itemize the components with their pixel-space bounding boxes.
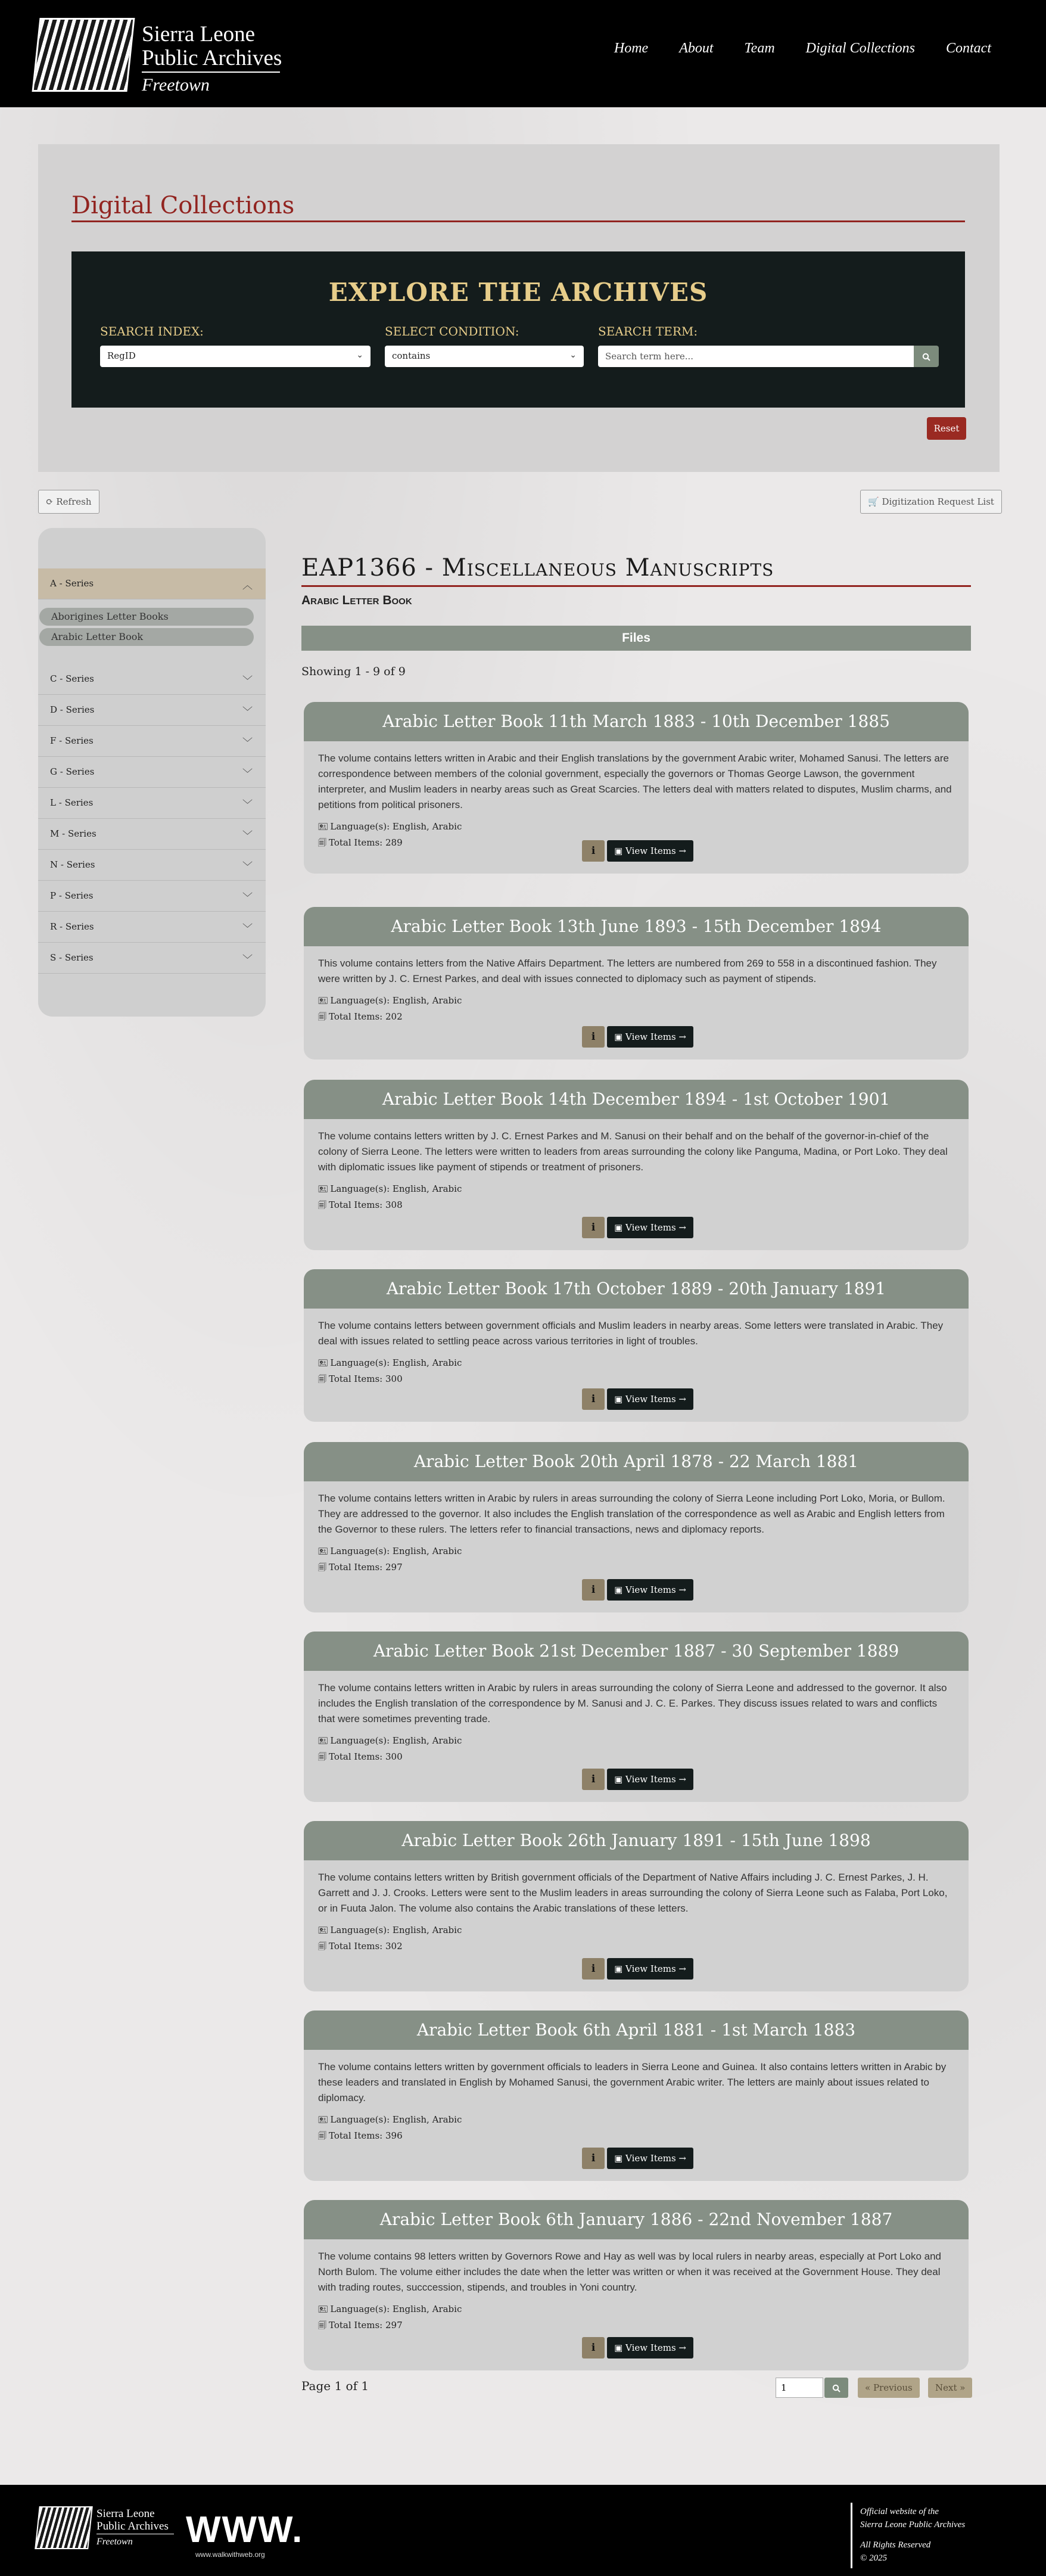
card-title: Arabic Letter Book 13th June 1893 - 15th December 1894 xyxy=(304,907,969,946)
language-icon: 🖭 xyxy=(318,1926,328,1935)
image-icon: ▣ xyxy=(614,1222,626,1233)
title-divider xyxy=(71,220,965,222)
card-actions xyxy=(582,1769,693,1790)
collection-divider xyxy=(301,585,971,587)
card-meta xyxy=(318,1733,954,1765)
language-icon: 🖭 xyxy=(318,1736,328,1746)
chevron-down-icon: ﹀ xyxy=(242,830,253,842)
items-icon: 🗐 xyxy=(318,838,326,848)
nav-about[interactable]: About xyxy=(679,41,714,56)
official-line-1: Official website of the xyxy=(860,2507,939,2516)
chevron-down-icon: ﹀ xyxy=(242,768,253,780)
nav-contact[interactable]: Contact xyxy=(946,41,991,56)
series-a[interactable] xyxy=(38,568,266,599)
items-icon: 🗐 xyxy=(318,1752,326,1762)
info-button[interactable]: i xyxy=(582,1579,605,1601)
card-total-items: Total Items: 300 xyxy=(329,1374,403,1384)
footer-logo-text[interactable] xyxy=(96,2507,180,2548)
view-items-button[interactable] xyxy=(607,1958,693,1980)
view-items-button[interactable] xyxy=(607,2337,693,2359)
page-go-button[interactable] xyxy=(824,2378,848,2398)
card-description: The volume contains 98 letters written by Governors Rowe and Hay as well was by local rulers in nearby areas, especially at Port Loko and North Bulom. The volume either includes the date when the letter was written or when it was received at the Government House. They deal with trading routes, succcession, stipends, and troubles in Yoni country. xyxy=(318,2251,942,2293)
digitization-request-button[interactable] xyxy=(860,490,1002,514)
previous-page-button[interactable]: « Previous xyxy=(858,2378,920,2398)
view-items-label: View Items xyxy=(625,1963,676,1974)
walkwithweb-logo[interactable]: WWW. xyxy=(186,2509,304,2550)
items-icon: 🗐 xyxy=(318,1563,326,1573)
image-icon: ▣ xyxy=(614,1774,626,1785)
nav-home[interactable]: Home xyxy=(614,41,649,56)
view-items-label: View Items xyxy=(625,2342,676,2353)
walkwithweb-url[interactable]: www.walkwithweb.org xyxy=(195,2550,265,2559)
card-title: Arabic Letter Book 21st December 1887 - 30 September 1889 xyxy=(304,1632,969,1671)
chevron-down-icon: ⌄ xyxy=(356,350,363,360)
files-header: Files xyxy=(301,626,971,651)
footer-credits xyxy=(860,2505,1009,2565)
series-m[interactable] xyxy=(38,819,266,850)
series-sidebar xyxy=(38,528,266,1017)
view-items-label: View Items xyxy=(625,1584,676,1595)
card-actions xyxy=(582,1579,693,1601)
series-label: N - Series xyxy=(50,859,95,870)
file-card xyxy=(304,2200,969,2370)
card-description: The volume contains letters written in Arabic by rulers in areas surrounding the colony of Sierra Leone and addressed to the governor. It also includes the English translation of the correspondence by M. Sanusi and J. C. E. Parkes. They discuss issues related to wars and conflicts that were sometimes preventing trade. xyxy=(318,1682,947,1724)
search-icon xyxy=(922,353,930,361)
logo-line-1: Sierra Leone xyxy=(142,22,256,46)
info-button[interactable]: i xyxy=(582,2337,605,2359)
card-total-items: Total Items: 202 xyxy=(329,1011,403,1022)
view-items-button[interactable] xyxy=(607,1388,693,1410)
image-icon: ▣ xyxy=(614,1963,626,1974)
card-actions xyxy=(582,840,693,862)
refresh-label: Refresh xyxy=(56,496,92,507)
explore-heading: EXPLORE THE ARCHIVES xyxy=(328,278,708,307)
chevron-down-icon: ⌄ xyxy=(569,350,577,360)
search-index-label: SEARCH INDEX: xyxy=(100,324,204,338)
site-footer xyxy=(0,2485,1046,2576)
search-term-label: SEARCH TERM: xyxy=(598,324,698,338)
view-items-button[interactable] xyxy=(607,1769,693,1790)
card-actions xyxy=(582,1388,693,1410)
view-items-label: View Items xyxy=(625,1774,676,1785)
series-d[interactable] xyxy=(38,695,266,726)
page-title: Digital Collections xyxy=(71,192,295,219)
card-meta xyxy=(318,1181,954,1213)
card-languages: Language(s): English, Arabic xyxy=(330,1925,462,1935)
card-description: The volume contains letters written by British government officials of the Department of Native Affairs including J. C. Ernest Parkes, J. H. Garrett and J. J. Crooks. Letters were sent to the Muslim leaders in areas surrounding the colony of Sierra Leone such as Falaba, Port Loko, or in Fuuta Jalon. The volume also contains the Arabic translations of these letters. xyxy=(318,1872,948,1914)
series-label: S - Series xyxy=(50,952,94,963)
arrow-right-icon: → xyxy=(675,846,686,856)
file-card xyxy=(304,1632,969,1802)
series-label: R - Series xyxy=(50,921,94,932)
card-meta xyxy=(318,1355,954,1387)
condition-select[interactable] xyxy=(385,346,584,367)
series-n[interactable] xyxy=(38,850,266,881)
image-icon: ▣ xyxy=(614,2153,626,2164)
series-label: P - Series xyxy=(50,890,94,901)
card-total-items: Total Items: 289 xyxy=(329,837,403,848)
page-indicator: Page 1 of 1 xyxy=(301,2379,369,2393)
card-actions xyxy=(582,1026,693,1048)
series-label: D - Series xyxy=(50,704,95,715)
items-icon: 🗐 xyxy=(318,2131,326,2141)
chevron-down-icon: ﹀ xyxy=(242,923,253,935)
card-description: The volume contains letters written by J. C. Ernest Parkes and M. Sanusi on their behalf and on the behalf of the governor-in-chief of the colony of Sierra Leone. The letters were written to leaders from areas surrounding the colony like Panguma, Madina, or Port Loko. They deal with diplomatic issues like payment of stipends or treatment of prisoners. xyxy=(318,1130,948,1173)
image-icon: ▣ xyxy=(614,1584,626,1595)
site-logo[interactable] xyxy=(36,18,282,95)
language-icon: 🖭 xyxy=(318,1185,328,1194)
search-button[interactable] xyxy=(914,346,939,367)
view-items-button[interactable] xyxy=(607,1217,693,1238)
file-card xyxy=(304,907,969,1059)
view-items-label: View Items xyxy=(625,1394,676,1404)
arrow-right-icon: → xyxy=(675,1963,686,1974)
card-title: Arabic Letter Book 11th March 1883 - 10th December 1885 xyxy=(304,702,969,741)
main-nav xyxy=(614,41,991,57)
file-card xyxy=(304,2011,969,2181)
card-actions xyxy=(582,1217,693,1238)
card-total-items: Total Items: 302 xyxy=(329,1941,403,1952)
search-index-select[interactable] xyxy=(100,346,371,367)
series-l[interactable] xyxy=(38,788,266,819)
file-card xyxy=(304,1269,969,1422)
card-total-items: Total Items: 308 xyxy=(329,1200,403,1210)
card-meta xyxy=(318,2112,954,2144)
sub-item-arabic-letter-book[interactable]: Arabic Letter Book xyxy=(39,628,254,646)
card-title: Arabic Letter Book 14th December 1894 - 1st October 1901 xyxy=(304,1080,969,1119)
view-items-label: View Items xyxy=(625,846,676,856)
view-items-button[interactable] xyxy=(607,2148,693,2169)
condition-label: SELECT CONDITION: xyxy=(385,324,519,338)
chevron-down-icon: ﹀ xyxy=(242,799,253,811)
logo-divider xyxy=(142,72,280,73)
image-icon: ▣ xyxy=(614,2342,626,2353)
chevron-down-icon: ﹀ xyxy=(242,706,253,718)
next-page-button[interactable]: Next » xyxy=(928,2378,972,2398)
card-title: Arabic Letter Book 17th October 1889 - 20th January 1891 xyxy=(304,1269,969,1309)
card-languages: Language(s): English, Arabic xyxy=(330,1735,462,1746)
chevron-down-icon: ﹀ xyxy=(242,737,253,749)
arrow-right-icon: → xyxy=(675,1394,686,1404)
series-label: M - Series xyxy=(50,828,96,839)
footer-logo-line-2: Public Archives xyxy=(96,2520,169,2533)
view-items-button[interactable] xyxy=(607,1579,693,1601)
card-total-items: Total Items: 297 xyxy=(329,1562,403,1573)
card-meta xyxy=(318,993,954,1025)
card-languages: Language(s): English, Arabic xyxy=(330,821,462,832)
card-meta xyxy=(318,1922,954,1954)
info-button[interactable]: i xyxy=(582,1217,605,1238)
search-icon xyxy=(832,2384,840,2392)
card-description: The volume contains letters between government officials and Muslim leaders in nearby areas. Some letters were translated in Arabic. They deal with issues related to settling peace across various territories in light of troubles. xyxy=(318,1320,944,1347)
items-icon: 🗐 xyxy=(318,1201,326,1210)
card-title: Arabic Letter Book 6th January 1886 - 22nd November 1887 xyxy=(304,2200,969,2239)
series-s[interactable] xyxy=(38,943,266,974)
cart-icon: 🛒 xyxy=(868,496,879,507)
rights-text: All Rights Reserved xyxy=(860,2540,931,2550)
card-description: The volume contains letters written in Arabic by rulers in areas surrounding the colony of Sierra Leone including Port Loko, Moria, or Bullom. They are addressed to the governor. It also includes the English translation of the correspondence as well as Arabic and English letters from the Governor to these rulers. The letters refer to financial transactions, news and diplomacy reports. xyxy=(318,1493,945,1535)
file-card xyxy=(304,1080,969,1250)
card-title: Arabic Letter Book 20th April 1878 - 22 March 1881 xyxy=(304,1442,969,1481)
view-items-label: View Items xyxy=(625,1031,676,1042)
language-icon: 🖭 xyxy=(318,996,328,1006)
series-label: C - Series xyxy=(50,673,94,684)
page-number-input[interactable] xyxy=(776,2378,823,2398)
series-label: L - Series xyxy=(50,797,94,808)
card-meta xyxy=(318,1543,954,1576)
nav-team[interactable]: Team xyxy=(744,41,775,56)
language-icon: 🖭 xyxy=(318,2305,328,2314)
items-icon: 🗐 xyxy=(318,1012,326,1022)
card-languages: Language(s): English, Arabic xyxy=(330,995,462,1006)
series-p[interactable] xyxy=(38,881,266,912)
info-button[interactable]: i xyxy=(582,2148,605,2169)
view-items-button[interactable] xyxy=(607,1026,693,1048)
archive-logo-icon xyxy=(32,18,135,92)
info-button[interactable]: i xyxy=(582,1769,605,1790)
card-total-items: Total Items: 297 xyxy=(329,2320,403,2330)
logo-line-2: Public Archives xyxy=(142,46,282,70)
card-actions xyxy=(582,2148,693,2169)
arrow-right-icon: → xyxy=(675,1584,686,1595)
chevron-down-icon: ﹀ xyxy=(242,675,253,687)
condition-value: contains xyxy=(392,350,431,361)
view-items-label: View Items xyxy=(625,2153,676,2164)
image-icon: ▣ xyxy=(614,846,626,856)
series-r[interactable] xyxy=(38,912,266,943)
chevron-down-icon: ﹀ xyxy=(242,892,253,904)
copyright-text: © 2025 xyxy=(860,2553,888,2563)
top-header xyxy=(0,0,1046,107)
card-description: This volume contains letters from the Native Affairs Department. The letters are numbered from 269 to 558 in a discontinued fashion. They were written by J. C. Ernest Parkes, and deal with issues connected to diplomacy such as payment of stipends. xyxy=(318,958,937,984)
arrow-right-icon: → xyxy=(675,1031,686,1042)
card-title: Arabic Letter Book 26th January 1891 - 15th June 1898 xyxy=(304,1821,969,1860)
card-actions xyxy=(582,1958,693,1980)
card-languages: Language(s): English, Arabic xyxy=(330,1183,462,1194)
arrow-right-icon: → xyxy=(675,2153,686,2164)
logo-text xyxy=(142,23,282,95)
footer-divider xyxy=(851,2503,852,2568)
info-button[interactable]: i xyxy=(582,1388,605,1410)
digitization-label: Digitization Request List xyxy=(882,496,994,507)
card-actions xyxy=(582,2337,693,2359)
logo-line-3: Freetown xyxy=(142,75,210,95)
card-description: The volume contains letters written by government officials to leaders in Sierra Leone and Guinea. It also contains letters written in Arabic by these leaders and translated in English by Mohamed Sanusi, the government Arabic writer. The letters are mainly about issues related to diplomacy. xyxy=(318,2061,947,2103)
image-icon: ▣ xyxy=(614,1031,626,1042)
collection-title: EAP1366 - Miscellaneous Manuscripts xyxy=(301,554,774,582)
archive-logo-icon xyxy=(35,2506,93,2549)
card-languages: Language(s): English, Arabic xyxy=(330,2304,462,2314)
info-button[interactable]: i xyxy=(582,1026,605,1048)
card-total-items: Total Items: 300 xyxy=(329,1751,403,1762)
refresh-icon: ⟳ xyxy=(46,496,54,507)
language-icon: 🖭 xyxy=(318,822,328,832)
chevron-down-icon: ﹀ xyxy=(242,861,253,873)
arrow-right-icon: → xyxy=(675,1774,686,1785)
file-card xyxy=(304,1442,969,1612)
hero-section xyxy=(38,144,1000,472)
view-items-label: View Items xyxy=(625,1222,676,1233)
chevron-down-icon: ﹀ xyxy=(242,954,253,966)
info-button[interactable]: i xyxy=(582,1958,605,1980)
series-label: F - Series xyxy=(50,735,94,746)
footer-logo-line-1: Sierra Leone xyxy=(96,2507,155,2520)
card-description: The volume contains letters written in Arabic and their English translations by the government Arabic writer, Mohamed Sanusi. The letters are correspondence between members of the colonial government, especially the governors or Thomas George Lawson, the government interpreter, and Muslim leaders in nearby areas such as Great Scarcies. The letters deal with matters related to disputes, Muslim charms, and petitions from political prisoners. xyxy=(318,753,952,810)
reset-button[interactable]: Reset xyxy=(927,417,966,440)
nav-digital-collections[interactable]: Digital Collections xyxy=(805,41,915,56)
arrow-right-icon: → xyxy=(675,2342,686,2353)
arrow-right-icon: → xyxy=(675,1222,686,1233)
file-card xyxy=(304,1821,969,1991)
series-c[interactable] xyxy=(38,664,266,695)
view-items-button[interactable] xyxy=(607,840,693,862)
refresh-button[interactable] xyxy=(38,490,99,514)
info-button[interactable]: i xyxy=(582,840,605,862)
card-languages: Language(s): English, Arabic xyxy=(330,2114,462,2125)
items-icon: 🗐 xyxy=(318,1375,326,1384)
items-icon: 🗐 xyxy=(318,2321,326,2330)
items-icon: 🗐 xyxy=(318,1942,326,1952)
card-meta xyxy=(318,2301,954,2333)
series-g[interactable] xyxy=(38,757,266,788)
language-icon: 🖭 xyxy=(318,2115,328,2125)
search-term-input[interactable] xyxy=(598,346,914,367)
search-index-value: RegID xyxy=(107,350,136,361)
file-card xyxy=(304,702,969,874)
results-count: Showing 1 - 9 of 9 xyxy=(301,665,406,678)
search-panel xyxy=(71,251,965,408)
card-total-items: Total Items: 396 xyxy=(329,2130,403,2141)
card-languages: Language(s): English, Arabic xyxy=(330,1546,462,1556)
image-icon: ▣ xyxy=(614,1394,626,1404)
language-icon: 🖭 xyxy=(318,1359,328,1368)
sub-item-aborigines-letter-books[interactable]: Aborigines Letter Books xyxy=(39,608,254,626)
card-languages: Language(s): English, Arabic xyxy=(330,1357,462,1368)
series-label: G - Series xyxy=(50,766,95,777)
chevron-up-icon: ︿ xyxy=(242,580,253,592)
official-line-2: Sierra Leone Public Archives xyxy=(860,2520,966,2530)
series-f[interactable] xyxy=(38,726,266,757)
card-title: Arabic Letter Book 6th April 1881 - 1st March 1883 xyxy=(304,2011,969,2050)
series-label: A - Series xyxy=(50,578,94,589)
footer-logo-line-3: Freetown xyxy=(96,2537,133,2547)
language-icon: 🖭 xyxy=(318,1547,328,1556)
collection-subtitle: Arabic Letter Book xyxy=(301,593,412,607)
